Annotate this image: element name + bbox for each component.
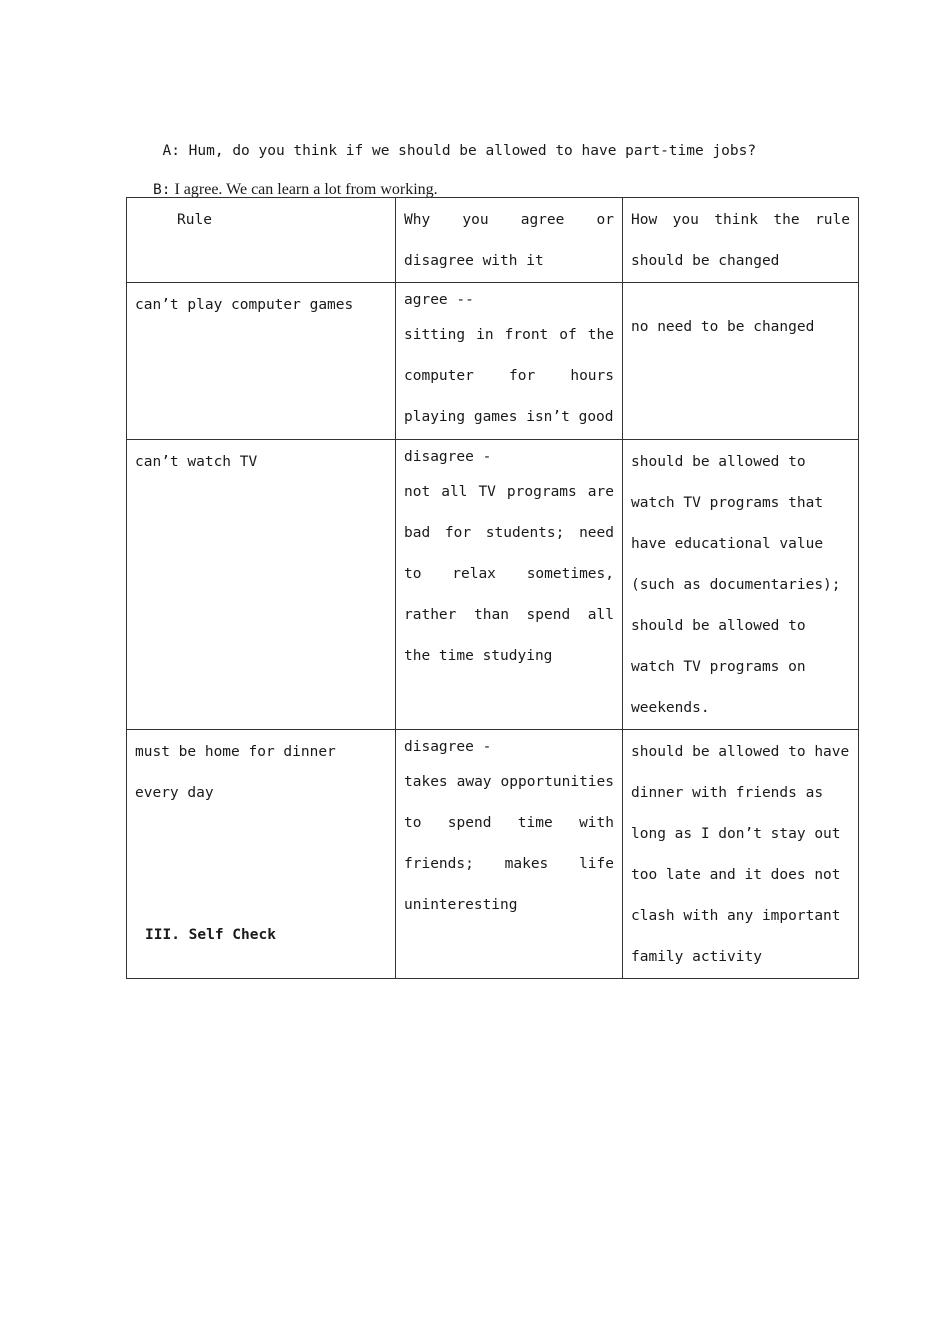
rule-cell: must be home for dinner every day [127, 730, 396, 979]
speaker-b-text: I agree. We can learn a lot from working. [170, 181, 438, 198]
table-row [127, 440, 859, 730]
reason-cell [396, 283, 623, 440]
section-heading-self-check: III. Self Check [145, 927, 276, 943]
rule-cell: can’t watch TV [127, 440, 396, 730]
change-cell: should be allowed to watch TV programs that have educational value (such as documentaries); should be allowed to watch TV programs on weekends. [623, 440, 859, 730]
reason-text: takes away opportunities to spend time with friends; makes life uninteresting [404, 774, 614, 913]
header-rule: Rule [127, 198, 396, 283]
speaker-a-label: A: [162, 143, 180, 159]
dialogue-line-b [145, 163, 438, 199]
dialogue-line-a [145, 127, 756, 159]
speaker-a-text: Hum, do you think if we should be allowed to have part-time jobs? [179, 143, 757, 159]
change-text: no need to be changed [631, 319, 815, 335]
reason-cell [396, 730, 623, 979]
header-why: Why you agree or disagree with it [396, 198, 623, 283]
stance-text: agree -- [404, 292, 474, 308]
speaker-b-label: B: [153, 182, 171, 198]
reason-text: sitting in front of the computer for hours playing games isn’t good [404, 327, 614, 425]
rules-table [126, 197, 859, 979]
change-cell [623, 283, 859, 440]
reason-cell [396, 440, 623, 730]
reason-text: not all TV programs are bad for students; need to relax sometimes, rather than spend all the time studying [404, 484, 614, 664]
change-cell: should be allowed to have dinner with friends as long as I don’t stay out too late and it does not clash with any important family activity [623, 730, 859, 979]
rule-cell: can’t play computer games [127, 283, 396, 440]
table-header-row [127, 198, 859, 283]
stance-text: disagree - [404, 739, 492, 755]
stance-text: disagree - [404, 449, 492, 465]
header-how: How you think the rule should be changed [623, 198, 859, 283]
table-row [127, 283, 859, 440]
